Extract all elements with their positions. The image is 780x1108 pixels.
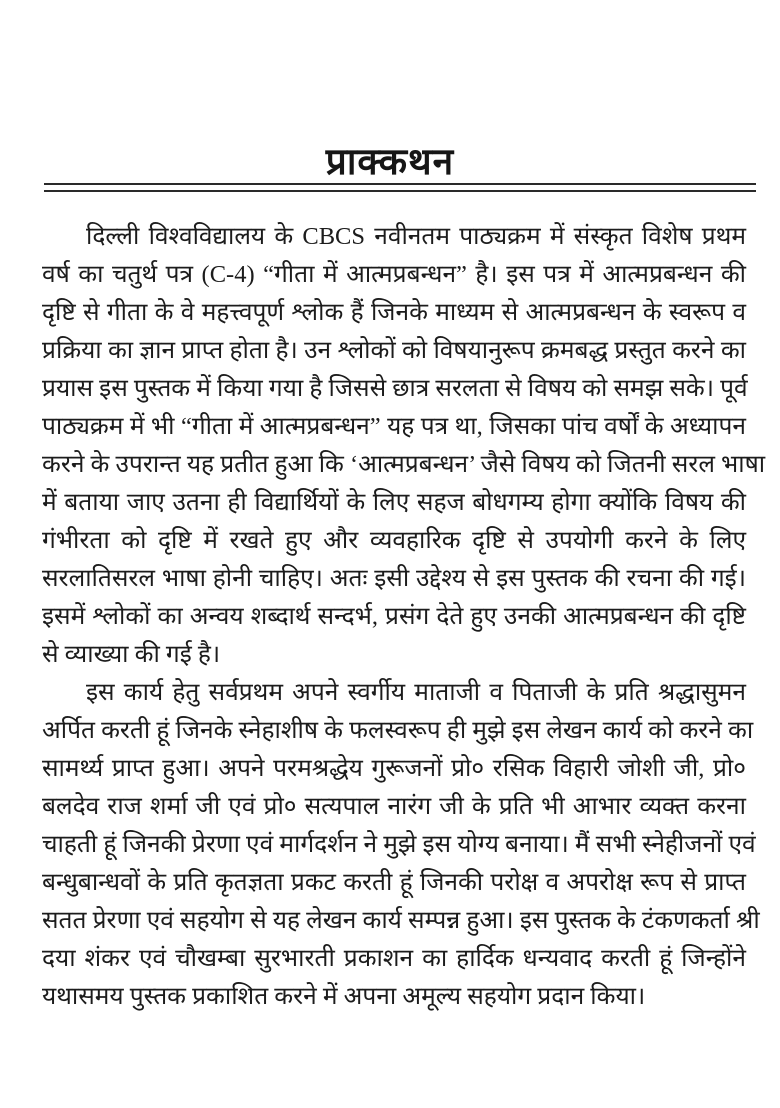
body-line: इस कार्य हेतु सर्वप्रथम अपने स्वर्गीय माताजी व पिताजी के प्रति श्रद्धासुमन xyxy=(86,679,746,706)
body-line: प्रक्रिया का ज्ञान प्राप्त होता है। उन श्लोकों को विषयानुरूप क्रमबद्ध प्रस्तुत करने का xyxy=(42,337,746,364)
body-line: बन्धुबान्धवों के प्रति कृतज्ञता प्रकट करती हूं जिनकी परोक्ष व अपरोक्ष रूप से प्राप्त xyxy=(42,869,746,896)
paragraph-2 xyxy=(42,674,760,1016)
body-line: सरलातिसरल भाषा होनी चाहिए। अतः इसी उद्देश्य से इस पुस्तक की रचना की गई। xyxy=(42,565,746,592)
paragraph-1 xyxy=(42,218,766,674)
body-line: अर्पित करती हूं जिनके स्नेहाशीष के फलस्वरूप ही मुझे इस लेखन कार्य को करने का xyxy=(42,717,754,744)
title-divider-rule xyxy=(44,183,756,192)
body-line: सामर्थ्य प्राप्त हुआ। अपने परमश्रद्धेय गुरूजनों प्रो० रसिक विहारी जोशी जी, प्रो० xyxy=(42,755,746,782)
body-line: इसमें श्लोकों का अन्वय शब्दार्थ सन्दर्भ, प्रसंग देते हुए उनकी आत्मप्रबन्धन की दृष्टि xyxy=(42,603,746,630)
body-line: प्रयास इस पुस्तक में किया गया है जिससे छात्र सरलता से विषय को समझ सके। पूर्व xyxy=(42,375,748,402)
body-line: करने के उपरान्त यह प्रतीत हुआ कि ‘आत्मप्रबन्धन’ जैसे विषय को जितनी सरल भाषा xyxy=(42,451,766,478)
body-line: वर्ष का चतुर्थ पत्र (C-4) “गीता में आत्मप्रबन्धन” है। इस पत्र में आत्मप्रबन्धन की xyxy=(42,261,746,288)
body-line: दृष्टि से गीता के वे महत्त्वपूर्ण श्लोक हैं जिनके माध्यम से आत्मप्रबन्धन के स्वरूप व xyxy=(42,299,746,326)
body-line: गंभीरता को दृष्टि में रखते हुए और व्यवहारिक दृष्टि से उपयोगी करने के लिए xyxy=(42,527,746,554)
body-line: दिल्ली विश्वविद्यालय के CBCS नवीनतम पाठ्यक्रम में संस्कृत विशेष प्रथम xyxy=(86,223,746,250)
body-text xyxy=(42,218,766,1016)
body-line: यथासमय पुस्तक प्रकाशित करने में अपना अमूल्य सहयोग प्रदान किया। xyxy=(42,983,646,1010)
page-title: प्राक्कथन xyxy=(325,142,455,183)
body-line: पाठ्यक्रम में भी “गीता में आत्मप्रबन्धन” यह पत्र था, जिसका पांच वर्षों के अध्यापन xyxy=(42,413,746,440)
body-line: चाहती हूं जिनकी प्रेरणा एवं मार्गदर्शन ने मुझे इस योग्य बनाया। मैं सभी स्नेहीजनों एवं xyxy=(42,831,756,858)
body-line: में बताया जाए उतना ही विद्यार्थियों के लिए सहज बोधगम्य होगा क्योंकि विषय की xyxy=(42,489,746,516)
body-line: से व्याख्या की गई है। xyxy=(42,641,221,668)
body-line: सतत प्रेरणा एवं सहयोग से यह लेखन कार्य सम्पन्न हुआ। इस पुस्तक के टंकणकर्ता श्री xyxy=(42,907,760,934)
body-line: बलदेव राज शर्मा जी एवं प्रो० सत्यपाल नारंग जी के प्रति भी आभार व्यक्त करना xyxy=(42,793,746,820)
body-line: दया शंकर एवं चौखम्बा सुरभारती प्रकाशन का हार्दिक धन्यवाद करती हूं जिन्होंने xyxy=(42,945,746,972)
